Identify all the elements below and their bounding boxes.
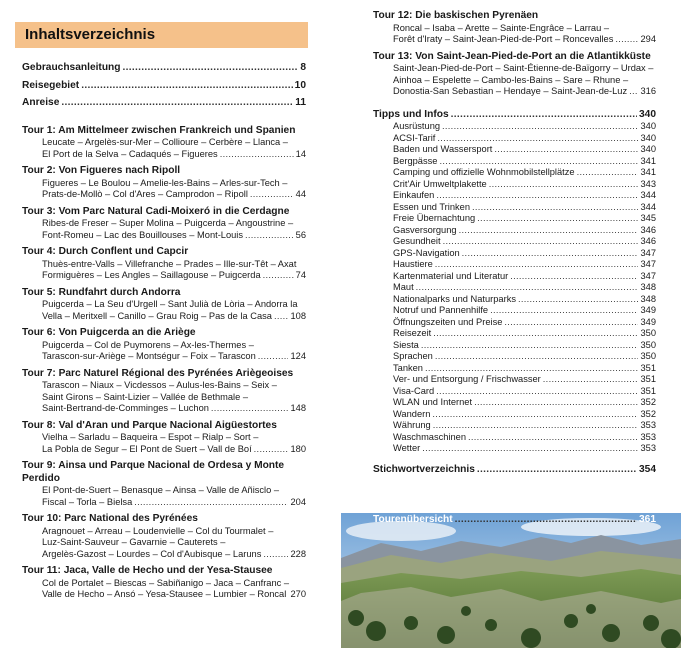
tour-route-line: Saint Girons – Saint-Lizier – Vallée de Bethmale – — [42, 391, 249, 402]
tour-route-line: Puigcerda – La Seu d'Urgell – Sant Julià de Lòria – Andorra la — [42, 299, 298, 309]
tour-entry[interactable] — [373, 51, 656, 98]
tipps-item[interactable]: Nationalparks und Naturparks ..... 348 — [373, 294, 656, 306]
tipps-item[interactable]: Maut ..... 348 — [373, 282, 656, 294]
tour-title: Tour 5: Rundfahrt durch Andorra — [22, 286, 181, 298]
tipps-item[interactable]: Tanken ..... 351 — [373, 363, 656, 375]
toc-entry-reisegebiet[interactable]: Reisegebiet ..... 10 — [22, 80, 306, 93]
page-number: 270 — [290, 589, 306, 599]
tipps-item[interactable]: GPS-Navigation ..... 347 — [373, 248, 656, 260]
toc-entry-stichwortverzeichnis[interactable]: Stichwortverzeichnis ..... 354 — [373, 464, 656, 477]
tipps-item[interactable]: Sprachen ..... 350 — [373, 351, 656, 363]
tour-route-line: Col de Portalet – Biescas – Sabiñanigo – Jaca – Canfranc – — [42, 577, 290, 588]
tipps-item[interactable]: Einkaufen ..... 344 — [373, 190, 656, 202]
tipps-item[interactable]: Gasversorgung ..... 346 — [373, 225, 656, 237]
tour-route-line: Luz-Saint-Sauveur – Gavarnie – Cauterets – — [42, 537, 226, 547]
tour-route-line: Saint-Bertrand-de-Comminges – Luchon ..... 148 — [22, 403, 306, 415]
tour-title: Tour 6: Von Puigcerda an die Ariège — [22, 327, 196, 338]
tour-entry[interactable] — [22, 287, 306, 323]
tour-route-line: Saint-Jean-Pied-de-Port – Saint-Étienne-de-Baïgorry – Urdax – — [393, 63, 654, 73]
tour-title: Tour 4: Durch Conflent und Capcir — [22, 246, 189, 257]
toc-entry-tipps[interactable]: Tipps und Infos ..... 340 — [373, 109, 656, 122]
tour-title: Tour 7: Parc Naturel Régional des Pyrénées Ariègeoises — [22, 367, 294, 379]
toc-right-column — [373, 10, 656, 476]
tipps-item[interactable]: Reisezeit ..... 350 — [373, 328, 656, 340]
tour-title: Tour 3: Vom Parc Natural Cadi-Moixeró in die Cerdagne — [22, 205, 290, 217]
tour-route-line: La Pobla de Segur – El Pont de Suert – Vall de Boí ..... 180 — [22, 444, 306, 456]
tipps-item[interactable]: Notruf und Pannenhilfe ..... 349 — [373, 305, 656, 317]
tipps-item[interactable]: Camping und offizielle Wohnmobilstellplätze ..... 341 — [373, 167, 656, 179]
page-number: 180 — [290, 443, 306, 454]
page-title: Inhaltsverzeichnis — [25, 26, 156, 43]
tipps-item[interactable]: Waschmaschinen ..... 353 — [373, 432, 656, 444]
tour-entry[interactable] — [22, 513, 306, 560]
mountain-landscape-photo — [341, 513, 681, 648]
toc-entry-gebrauchsanleitung[interactable]: Gebrauchsanleitung ..... 8 — [22, 62, 306, 75]
tour-route-line: Ainhoa – Espelette – Cambo-les-Bains – Sare – Rhune – — [393, 74, 629, 85]
tour-route-line: Argelès-Gazost – Lourdes – Col d'Aubisque – Laruns ..... 228 — [22, 549, 306, 561]
tour-route-line: El Port de la Selva – Cadaqués – Figueres ..... 14 — [22, 149, 306, 161]
tipps-item[interactable]: Bergpässe ..... 341 — [373, 156, 656, 168]
tour-route-line: Thuès-entre-Valls – Villefranche – Prades – Ille-sur-Têt – Axat — [42, 258, 297, 269]
tour-route-line: Puigcerda – Col de Puymorens – Ax-les-Thermes – — [42, 339, 254, 350]
tour-entry[interactable] — [22, 460, 306, 508]
tour-title: Tour 2: Von Figueres nach Ripoll — [22, 165, 181, 176]
tour-route-line: Formiguères – Les Angles – Saillagouse – Puigcerda ..... 74 — [22, 270, 306, 282]
tour-route-line: Leucate – Argelès-sur-Mer – Collioure – Cerbère – Llanca – — [42, 137, 288, 147]
tour-title: Tour 13: Von Saint-Jean-Pied-de-Port an die Atlantikküste — [373, 50, 651, 62]
tour-entry[interactable] — [22, 368, 306, 415]
tour-route-line: Figueres – Le Boulou – Amelie-les-Bains – Arles-sur-Tech – — [42, 177, 288, 188]
page-number: 56 — [295, 229, 306, 240]
tour-route-line: Vella – Meritxell – Canillo – Grau Roig – Pas de la Casa ..... 108 — [22, 311, 306, 323]
tour-entry[interactable] — [22, 565, 306, 601]
tipps-item[interactable]: Währung ..... 353 — [373, 420, 656, 432]
tipps-item[interactable]: Ver- und Entsorgung / Frischwasser ..... 351 — [373, 374, 656, 386]
tipps-item[interactable]: Visa-Card ..... 351 — [373, 386, 656, 398]
page-number: 14 — [295, 148, 306, 159]
tipps-item[interactable]: Baden und Wassersport ..... 340 — [373, 144, 656, 156]
tour-route-line: Valle de Hecho – Ansó – Yesa-Stausee – Lumbier – Roncal ..... 270 — [22, 589, 306, 601]
tipps-item[interactable]: Ausrüstung ..... 340 — [373, 121, 656, 133]
toc-entry-anreise[interactable]: Anreise ..... 11 — [22, 97, 306, 110]
page-number: 108 — [290, 310, 306, 321]
tour-entry[interactable] — [22, 420, 306, 456]
page-number: 148 — [290, 403, 306, 413]
tipps-item[interactable]: Kartenmaterial und Literatur ..... 347 — [373, 271, 656, 283]
tour-route-line: Fiscal – Torla – Bielsa ..... 204 — [22, 497, 306, 509]
tipps-item[interactable]: Haustiere ..... 347 — [373, 259, 656, 271]
page-number: 294 — [640, 34, 656, 44]
tipps-item[interactable]: Siesta ..... 350 — [373, 340, 656, 352]
page-number: 204 — [290, 496, 306, 507]
tour-title: Tour 10: Parc National des Pyrénées — [22, 513, 198, 524]
page-number: 124 — [290, 351, 306, 361]
tour-route-line: Vielha – Sarladu – Baqueira – Espot – Rialp – Sort – — [42, 432, 259, 442]
page-number: 316 — [640, 86, 656, 96]
tipps-item[interactable]: Crit'Air Umweltplakette ..... 343 — [373, 179, 656, 191]
toc-left-column — [22, 62, 306, 606]
tour-route-line: Font-Romeu – Lac des Bouillouses – Mont-Louis ..... 56 — [22, 230, 306, 242]
tipps-item[interactable]: ACSI-Tarif ..... 340 — [373, 133, 656, 145]
tour-route-line: Forêt d'Iraty – Saint-Jean-Pied-de-Port – Roncevalles ..... 294 — [373, 34, 656, 46]
tipps-item[interactable]: Wandern ..... 352 — [373, 409, 656, 421]
tour-title: Tour 12: Die baskischen Pyrenäen — [373, 10, 539, 21]
tour-route-line: Tarascon-sur-Ariège – Montségur – Foix – Tarascon ..... 124 — [22, 351, 306, 363]
tipps-item[interactable]: Essen und Trinken ..... 344 — [373, 202, 656, 214]
tour-title: Tour 1: Am Mittelmeer zwischen Frankreich und Spanien — [22, 124, 296, 136]
tour-route-line: Ribes-de Freser – Super Molina – Puigcerda – Angoustrine – — [42, 218, 294, 228]
tour-route-line: Aragnouet – Arreau – Loudenvielle – Col du Tourmalet – — [42, 525, 274, 536]
toc-entry-tourenuebersicht[interactable]: Tourenübersicht ..... 361 — [373, 514, 656, 527]
toc-entry-tourenuebersicht-wrap — [373, 514, 656, 527]
tipps-item[interactable]: WLAN und Internet ..... 352 — [373, 397, 656, 409]
tour-title: Tour 9: Ainsa und Parque Nacional de Ordesa y Monte Perdido — [22, 460, 285, 484]
tour-title: Tour 8: Val d'Aran und Parque Nacional Aigüestortes — [22, 419, 277, 431]
tour-route-line: Prats-de-Mollò – Col d'Ares – Camprodon – Ripoll ..... 44 — [22, 189, 306, 201]
tour-route-line: Tarascon – Niaux – Vicdessos – Aulus-les-Bains – Seix – — [42, 380, 277, 390]
tour-route-line: Roncal – Isaba – Arette – Sainte-Engrâce – Larrau – — [393, 22, 610, 33]
tipps-item[interactable]: Freie Übernachtung ..... 345 — [373, 213, 656, 225]
tipps-item[interactable]: Wetter ..... 353 — [373, 443, 656, 455]
tour-entry[interactable] — [22, 125, 306, 161]
tour-title: Tour 11: Jaca, Valle de Hecho und der Yesa-Stausee — [22, 565, 273, 576]
tour-entry[interactable] — [22, 327, 306, 363]
page-number: 228 — [290, 548, 306, 559]
page-number: 44 — [295, 189, 306, 199]
tour-entry[interactable] — [22, 246, 306, 282]
tour-entry[interactable] — [373, 10, 656, 46]
tipps-item[interactable]: Öffnungszeiten und Preise ..... 349 — [373, 317, 656, 329]
page-number: 74 — [295, 270, 306, 280]
tour-entry[interactable] — [22, 165, 306, 201]
tour-entry[interactable] — [22, 206, 306, 242]
tour-route-line: El Pont-de-Suert – Benasque – Ainsa – Valle de Añisclo – — [42, 485, 280, 495]
tipps-item[interactable]: Gesundheit ..... 346 — [373, 236, 656, 248]
tour-route-line: Donostia-San Sebastian – Hendaye – Saint-Jean-de-Luz ..... 316 — [373, 86, 656, 98]
title-banner — [15, 22, 308, 48]
